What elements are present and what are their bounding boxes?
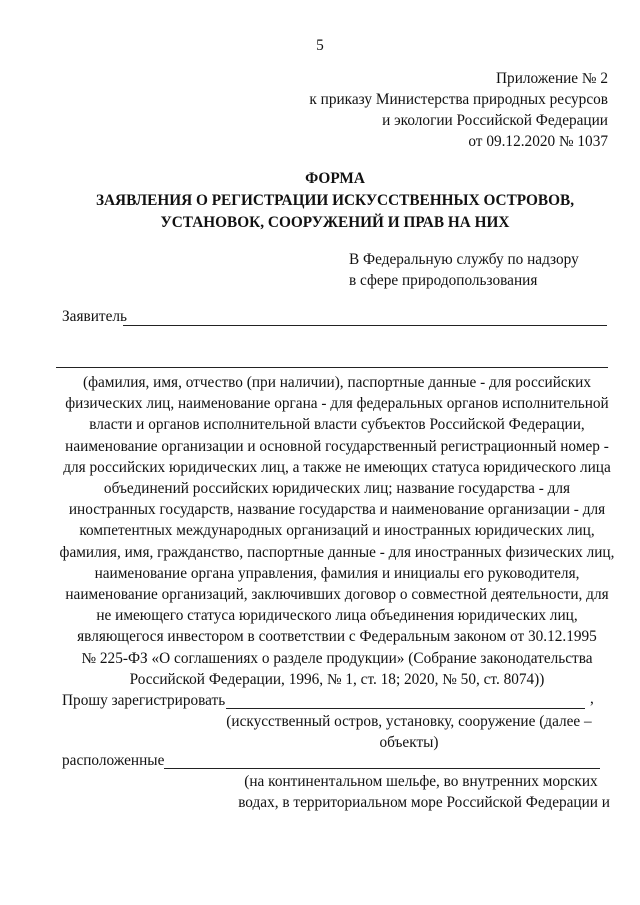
hint-line: наименование организации и основной государственный регистрационный номер - bbox=[65, 437, 609, 455]
hint-line: Российской Федерации, 1996, № 1, ст. 18; 2020, № 50, ст. 8074)) bbox=[129, 670, 545, 688]
register-comma: , bbox=[590, 690, 594, 707]
hint-line: наименование органа управления, фамилия и инициалы его руководителя, bbox=[94, 564, 580, 582]
hint-line: объединений российских юридических лиц; название государства - для bbox=[103, 480, 571, 498]
hint-line: фамилия, имя, гражданство, паспортные данные - для иностранных физических лиц, bbox=[59, 543, 615, 561]
title-line: УСТАНОВОК, СООРУЖЕНИЙ И ПРАВ НА НИХ bbox=[160, 214, 510, 231]
hint-line: (фамилия, имя, отчество (при наличии), паспортные данные - для российских bbox=[83, 374, 591, 391]
register-field-line[interactable] bbox=[226, 708, 585, 709]
applicant-field-line-1[interactable] bbox=[123, 325, 607, 326]
hint-line: не имеющего статуса юридического лица объединения юридических лиц, bbox=[96, 607, 578, 625]
appendix-line: от 09.12.2020 № 1037 bbox=[468, 133, 608, 150]
hint-line: № 225-ФЗ «О соглашениях о разделе продукции» (Собрание законодательства bbox=[81, 649, 593, 667]
appendix-line: к приказу Министерства природных ресурсов bbox=[309, 91, 608, 108]
page-number: 5 bbox=[316, 37, 324, 54]
hint-line: наименование организаций, заключивших договор о совместной деятельности, для bbox=[65, 586, 609, 604]
register-hint bbox=[218, 711, 600, 753]
register-label: Прошу зарегистрировать bbox=[62, 692, 226, 709]
title-line: ЗАЯВЛЕНИЯ О РЕГИСТРАЦИИ ИСКУССТВЕННЫХ ОСТРОВОВ, bbox=[95, 192, 575, 209]
applicant-field-line-2[interactable] bbox=[56, 367, 608, 368]
addressee-block bbox=[349, 249, 609, 291]
applicant-hint bbox=[56, 372, 618, 690]
title-line: ФОРМА bbox=[305, 170, 365, 187]
form-title bbox=[70, 168, 600, 234]
located-hint bbox=[232, 771, 610, 813]
hint-line: иностранных государств, название государства и наименование организации - для bbox=[68, 501, 606, 519]
located-label: расположенные bbox=[62, 752, 165, 769]
hint-line: (на континентальном шельфе, во внутренних морских bbox=[244, 773, 598, 790]
appendix-line: и экологии Российской Федерации bbox=[382, 112, 608, 129]
hint-line: являющегося инвестором в соответствии с Федеральным законом от 30.12.1995 bbox=[77, 628, 597, 646]
hint-line: водах, в территориальном море Российской Федерации и bbox=[238, 794, 610, 811]
hint-line: власти и органов исполнительной власти субъектов Российской Федерации, bbox=[89, 416, 585, 434]
located-field-line[interactable] bbox=[164, 768, 600, 769]
addressee-line: в сфере природопользования bbox=[349, 272, 538, 289]
hint-line: объекты) bbox=[379, 734, 439, 751]
addressee-line: В Федеральную службу по надзору bbox=[349, 251, 579, 268]
applicant-label: Заявитель bbox=[62, 308, 127, 325]
appendix-line: Приложение № 2 bbox=[496, 70, 608, 87]
hint-line: (искусственный остров, установку, сооружение (далее – bbox=[226, 713, 592, 730]
appendix-reference bbox=[248, 68, 608, 152]
hint-line: для российских юридических лиц, а также не имеющих статуса юридического лица bbox=[63, 458, 611, 476]
hint-line: физических лиц, наименование органа - для федеральных органов исполнительной bbox=[65, 395, 609, 413]
hint-line: компетентных международных организаций и иностранных юридических лиц, bbox=[79, 522, 595, 540]
